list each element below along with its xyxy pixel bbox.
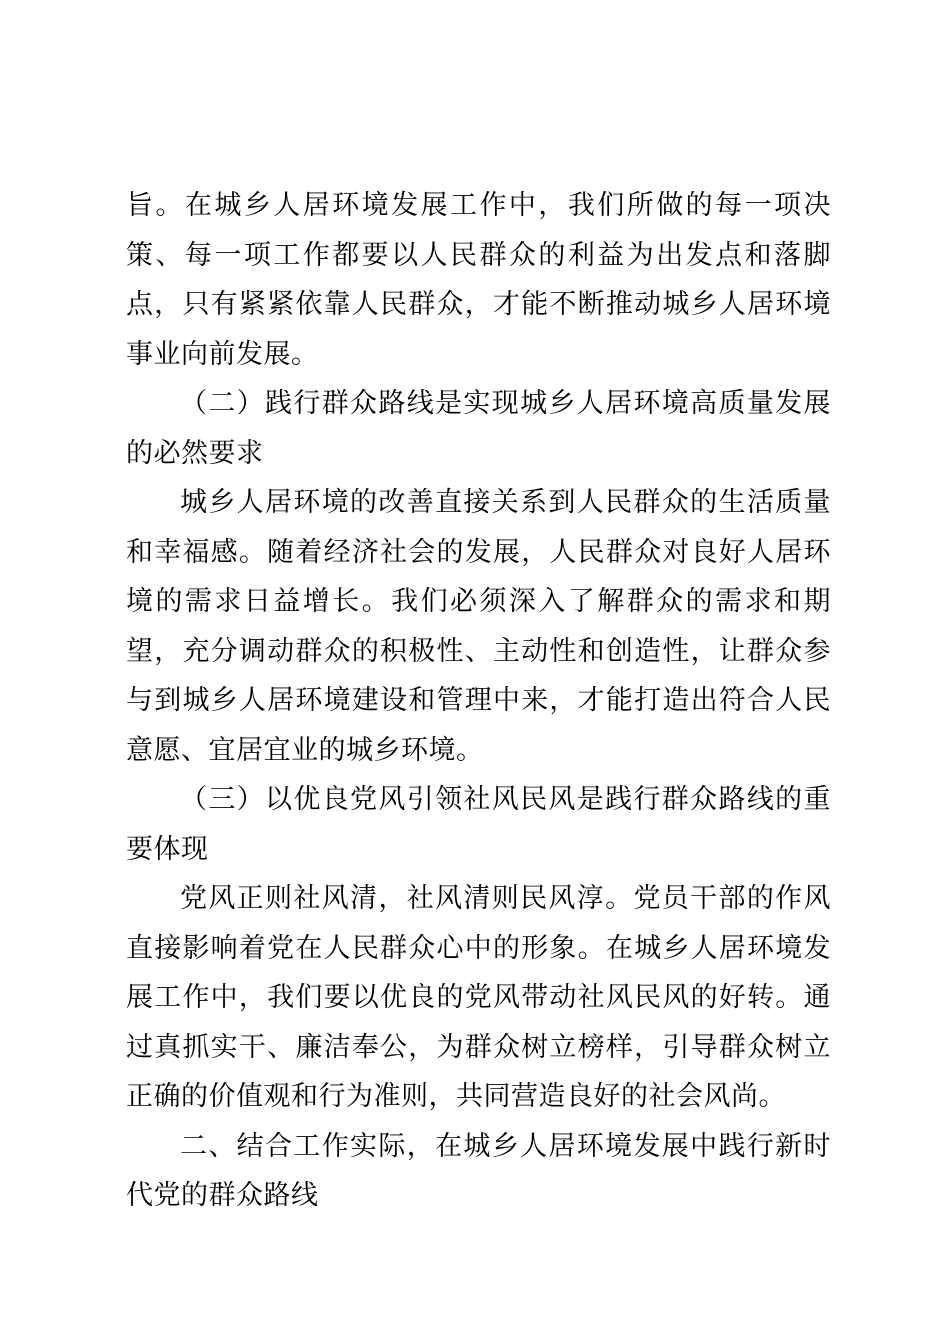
subheading-2: （二）践行群众路线是实现城乡人居环境高质量发展的必然要求 [126,388,831,469]
section-heading: 二、结合工作实际，在城乡人居环境发展中践行新时代党的群众路线 [126,1130,831,1211]
document-page [126,181,831,1221]
body-paragraph: 党风正则社风清，社风清则民风淳。党员干部的作风直接影响着党在人民群众心中的形象。在城乡人居环境发展工作中，我们要以优良的党风带动社风民风的好转。通过真抓实干、廉洁奉公，为群众树立榜样，引导群众树立正确的价值观和行为准则，共同营造良好的社会风尚。 [126,883,831,1112]
body-paragraph-continuation: 旨。在城乡人居环境发展工作中，我们所做的每一项决策、每一项工作都要以人民群众的利益为出发点和落脚点，只有紧紧依靠人民群众，才能不断推动城乡人居环境事业向前发展。 [126,190,831,370]
subheading-3: （三）以优良党风引领社风民风是践行群众路线的重要体现 [126,784,831,865]
body-paragraph: 城乡人居环境的改善直接关系到人民群众的生活质量和幸福感。随着经济社会的发展，人民群众对良好人居环境的需求日益增长。我们必须深入了解群众的需求和期望，充分调动群众的积极性、主动性和创造性，让群众参与到城乡人居环境建设和管理中来，才能打造出符合人民意愿、宜居宜业的城乡环境。 [126,487,831,766]
